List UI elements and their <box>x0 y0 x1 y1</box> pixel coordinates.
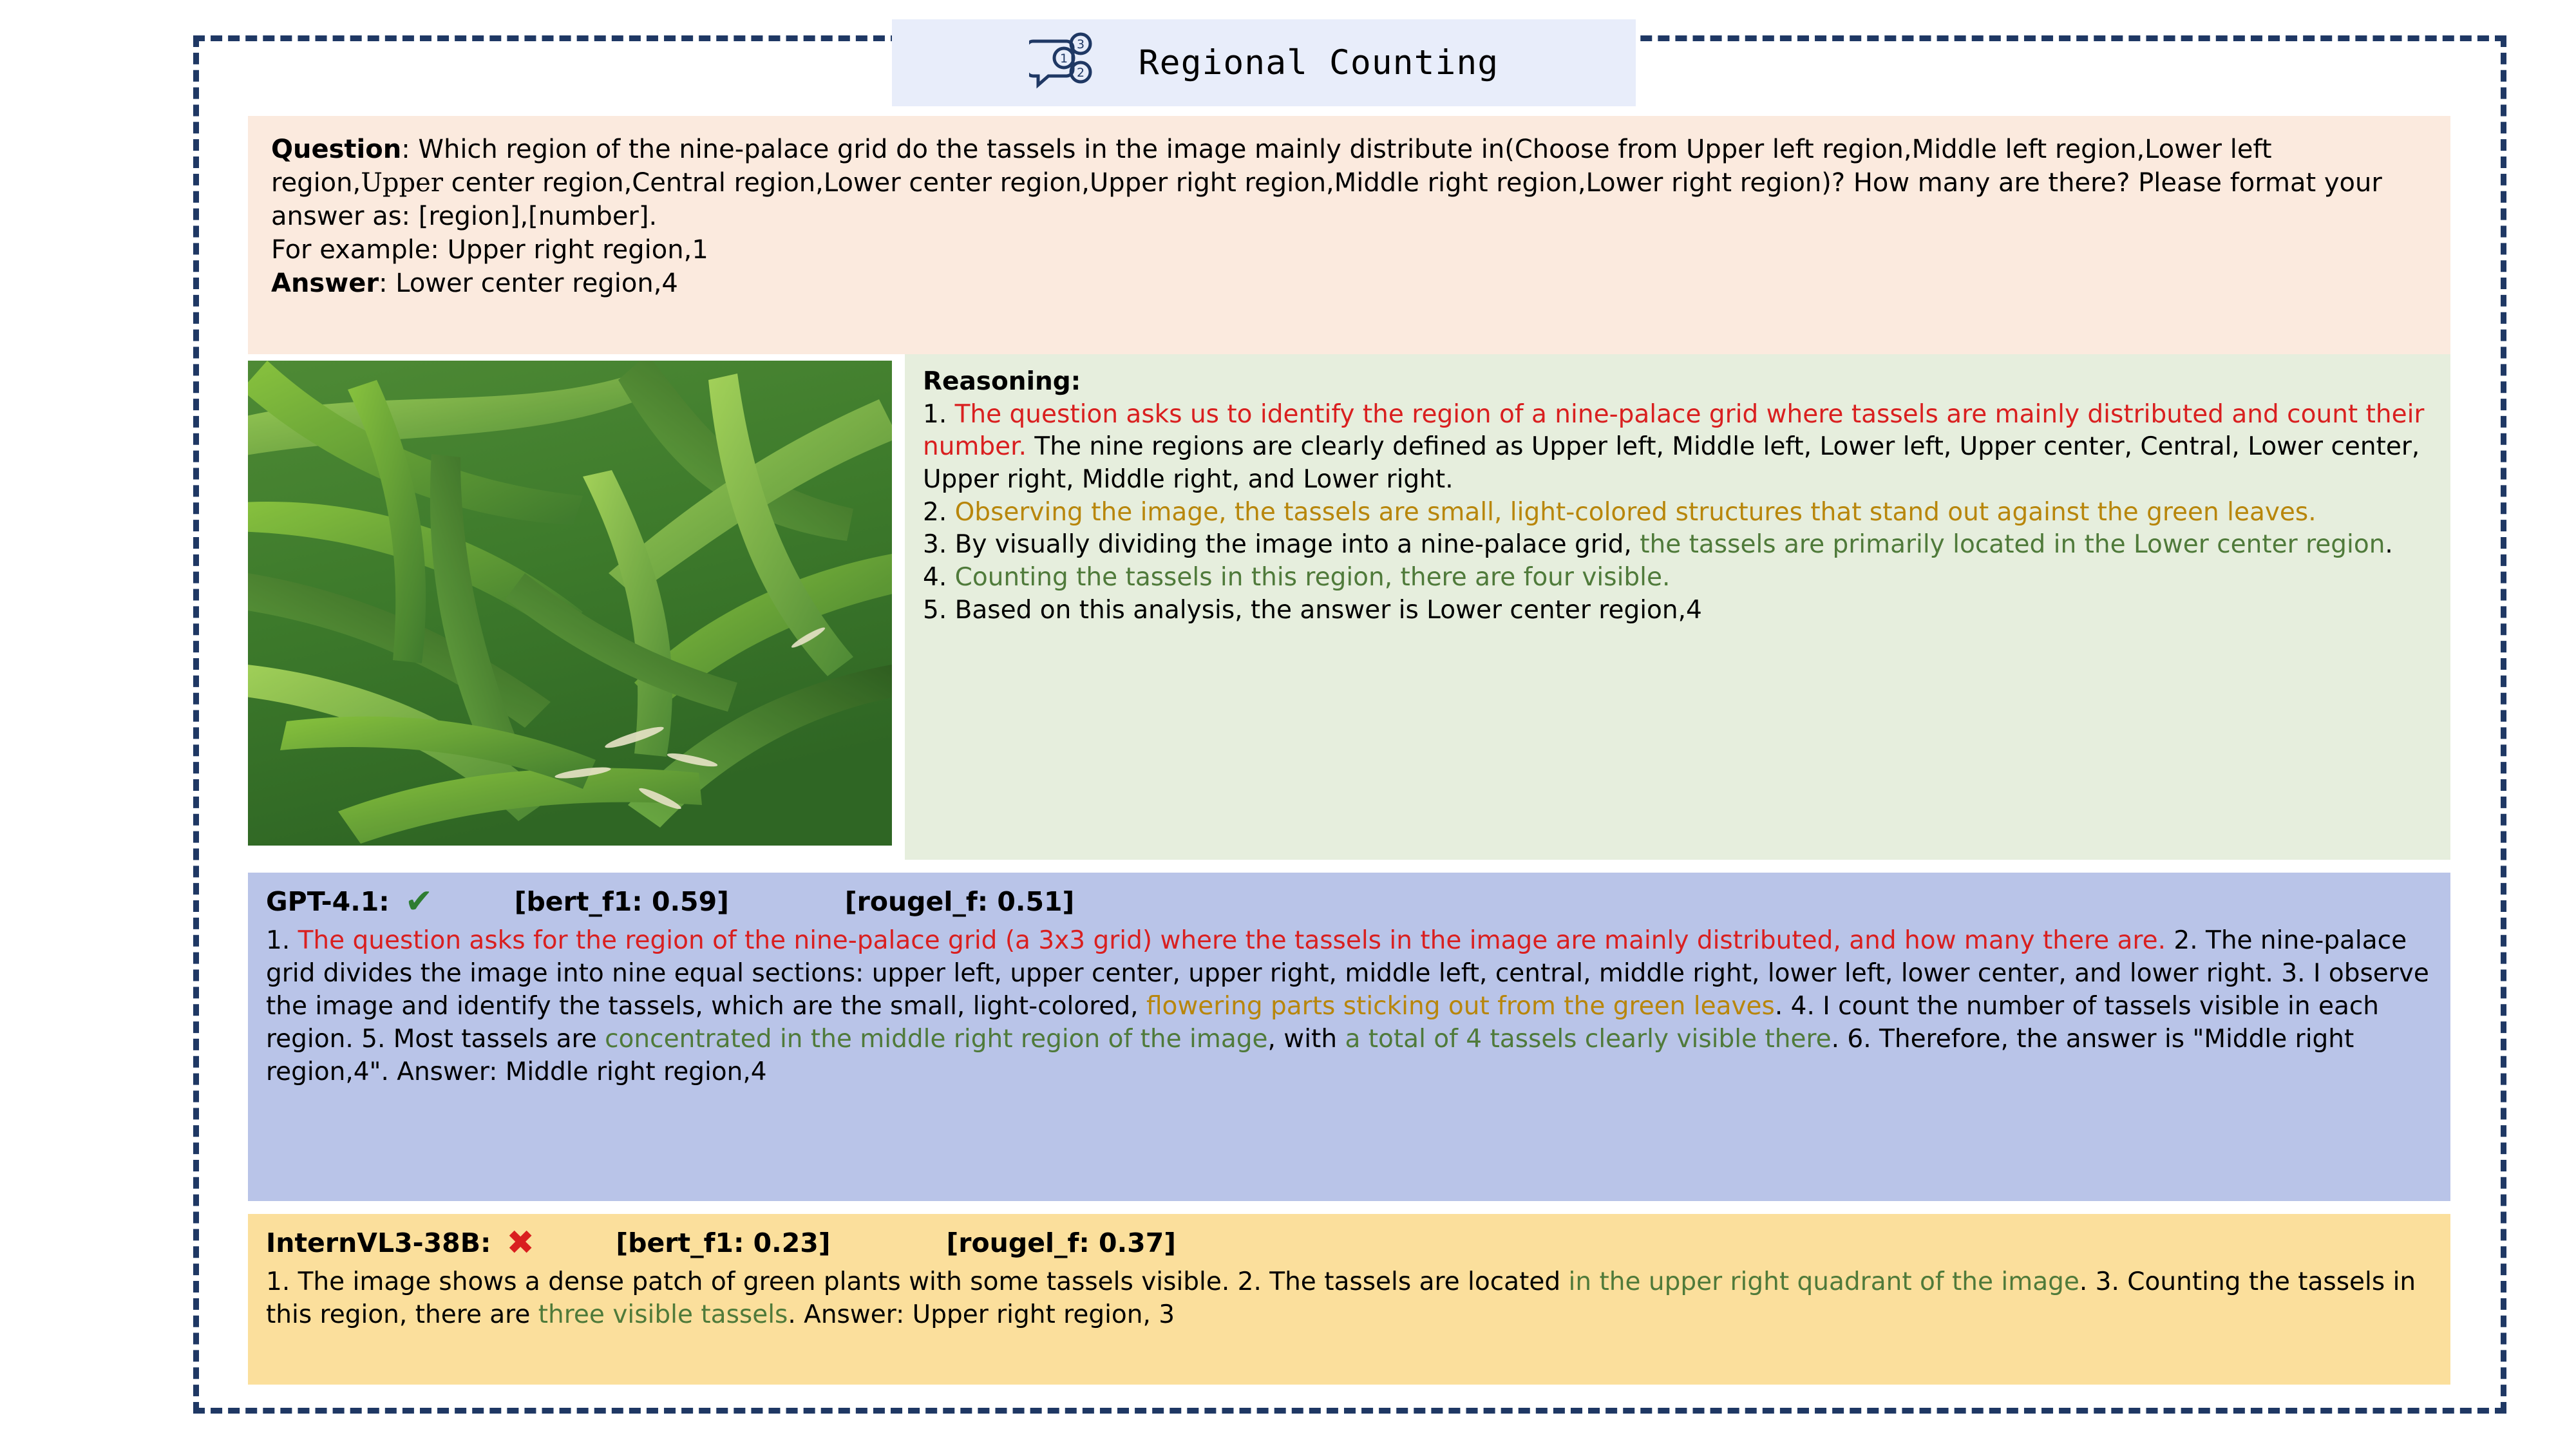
model-header <box>266 882 2432 922</box>
response-segment: 2. The nine-palace grid divides the image into nine equal sections: upper left, upper center, upper right, middle left, central, middle right, lower left, lower center, and lower right. 3. I observe the image and identify the tassels, which are the small, light-colored, <box>266 926 2429 1021</box>
reasoning-step <box>923 562 2432 594</box>
answer-line <box>271 267 2427 300</box>
reasoning-step-index: 5. <box>923 595 955 625</box>
question-text: : Which region of the nine-palace grid do the tassels in the image mainly distribute in(Choose from Upper left region,Middle left region,Lower left region,Upper center region,Central region,Lower center region,Upper right region,Middle right region,Lower right region)? How many are there? Please format your answer as: [region],[number]. <box>271 135 2382 231</box>
model-response-text <box>266 924 2432 1088</box>
model-response-text <box>266 1265 2432 1331</box>
incorrect-cross-icon: ✖ <box>506 1224 535 1262</box>
reasoning-step <box>923 529 2432 562</box>
reasoning-segment: . <box>2385 530 2393 560</box>
model-response-internvl <box>248 1214 2450 1385</box>
svg-text:3: 3 <box>1076 37 1084 52</box>
question-label: Question <box>271 135 402 164</box>
response-segment: flowering parts sticking out from the green leaves <box>1146 992 1775 1021</box>
reasoning-segment: The question asks us to identify the region of a nine-palace grid where tassels are mainly distributed and count their number. <box>923 399 2425 462</box>
response-segment: concentrated in the middle right region of the image <box>605 1025 1268 1054</box>
rougel-f-metric: [rougel_f: 0.37] <box>946 1227 1176 1258</box>
counting-bubble-icon <box>1029 32 1100 94</box>
answer-label: Answer <box>271 269 379 298</box>
response-segment: . 6. Therefore, the answer is "Middle right region,4". Answer: Middle right region,4 <box>266 1025 2354 1087</box>
reasoning-step <box>923 399 2432 497</box>
reasoning-block <box>905 354 2450 860</box>
question-answer-block <box>248 116 2450 354</box>
bert-f1-metric: [bert_f1: 0.59] <box>514 886 729 917</box>
figure-title-chip <box>892 19 1636 106</box>
response-segment: , with <box>1267 1025 1345 1054</box>
reasoning-step-index: 4. <box>923 563 955 592</box>
reasoning-step-index: 1. <box>923 399 955 429</box>
reasoning-segment: The nine regions are clearly defined as Upper left, Middle left, Lower left, Upper center, Central, Lower center, Upper right, Middle right, and Lower right. <box>923 432 2420 495</box>
plant-photo <box>248 361 892 846</box>
svg-text:1: 1 <box>1059 51 1068 66</box>
response-segment: The question asks for the region of the nine-palace grid (a 3x3 grid) where the tassels in the image are mainly distributed, and how many there are. <box>298 926 2166 955</box>
reasoning-lines <box>923 399 2432 627</box>
reasoning-step-index: 3. <box>923 530 955 560</box>
model-response-gpt41 <box>248 873 2450 1201</box>
reasoning-segment: the tassels are primarily located in the Lower center region <box>1640 530 2385 560</box>
response-segment: 1. <box>266 926 298 955</box>
reasoning-step <box>923 497 2432 529</box>
question-line <box>271 133 2427 233</box>
reasoning-segment: By visually dividing the image into a nine-palace grid, <box>954 530 1640 560</box>
answer-text: : Lower center region,4 <box>379 269 678 298</box>
response-segment: a total of 4 tassels clearly visible there <box>1345 1025 1832 1054</box>
bert-f1-metric: [bert_f1: 0.23] <box>616 1227 831 1258</box>
figure-title: Regional Counting <box>1138 43 1499 82</box>
question-example: For example: Upper right region,1 <box>271 235 708 265</box>
reasoning-heading: Reasoning: <box>923 367 1081 396</box>
model-name: GPT-4.1: <box>266 886 390 917</box>
model-name: InternVL3-38B: <box>266 1227 491 1258</box>
response-segment: . 3. Counting the tassels in this region, there are <box>266 1267 2416 1330</box>
response-segment: 1. The image shows a dense patch of green plants with some tassels visible. 2. The tassels are located <box>266 1267 1569 1296</box>
response-segment: . 4. I count the number of tassels visible in each region. 5. Most tassels are <box>266 992 2380 1054</box>
response-segment: three visible tassels <box>538 1300 788 1330</box>
rougel-f-metric: [rougel_f: 0.51] <box>844 886 1075 917</box>
reasoning-segment: Based on this analysis, the answer is Lower center region,4 <box>954 595 1702 625</box>
response-segment: in the upper right quadrant of the image <box>1568 1267 2079 1296</box>
correct-check-icon: ✔ <box>404 882 433 921</box>
question-text-upper-word: Upper <box>361 168 443 198</box>
svg-text:2: 2 <box>1076 65 1084 80</box>
reasoning-step <box>923 594 2432 627</box>
reasoning-segment: Observing the image, the tassels are small, light-colored structures that stand out against the green leaves. <box>954 497 2316 527</box>
reasoning-segment: Counting the tassels in this region, there are four visible. <box>954 563 1671 592</box>
image-reasoning-row <box>248 354 2450 860</box>
reasoning-step-index: 2. <box>923 497 955 527</box>
response-segment: . Answer: Upper right region, 3 <box>788 1300 1175 1330</box>
model-header <box>266 1223 2432 1263</box>
